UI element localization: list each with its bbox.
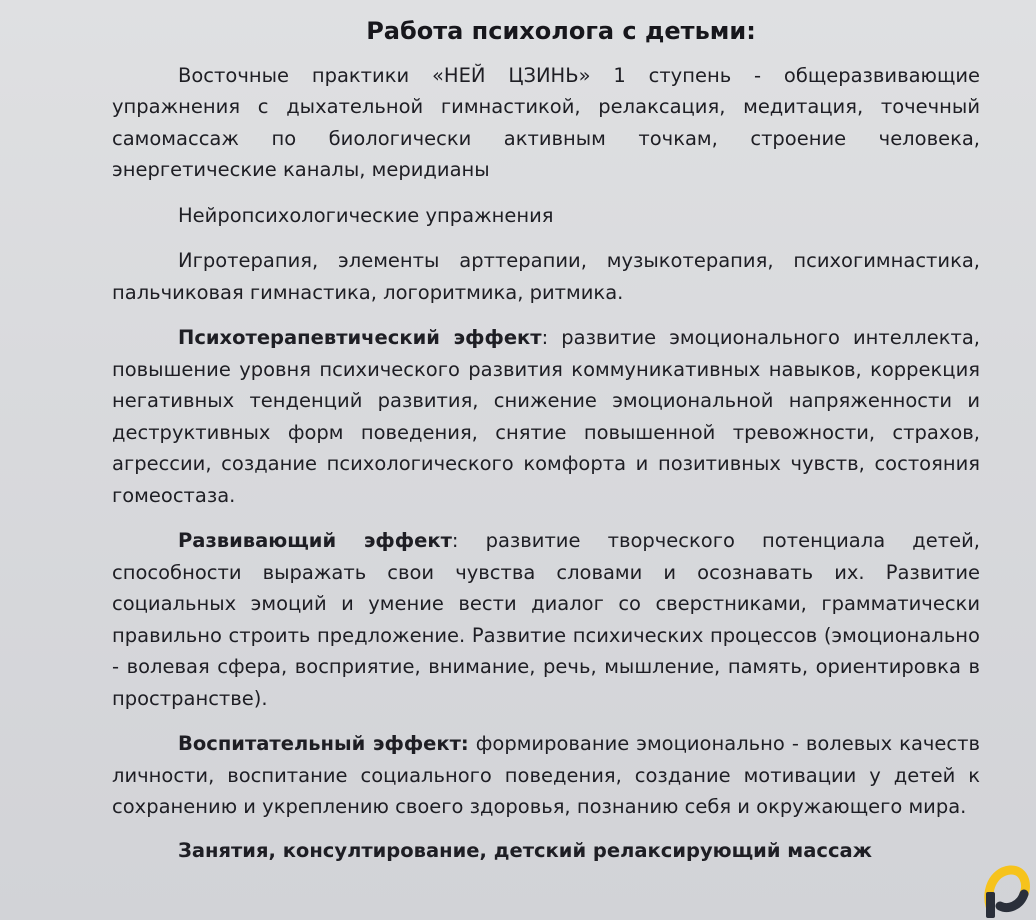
paragraph-educational-effect [112,728,980,823]
paragraph-text: Игротерапия, элементы арттерапии, музыкотерапия, психогимнастика, пальчиковая гимнастика, логоритмика, ритмика. [112,249,980,304]
paragraph-lead: Психотерапевтический эффект [178,326,542,349]
paragraph-text: Восточные практики «НЕЙ ЦЗИНЬ» 1 ступень - общеразвивающие упражнения с дыхательной гимнастикой, релаксация, медитация, точечный самомассаж по биологически активным точкам, строение человека, энергетические каналы, меридианы [112,63,980,181]
paragraph-lead: Воспитательный эффект: [178,732,469,755]
paragraph-text: : развитие творческого потенциала детей, способности выражать свои чувства словами и осознавать их. Развитие социальных эмоций и умение вести диалог со сверстниками, грамматически правильно строить предложение. Развитие психических процессов (эмоционально - волевая сфера, восприятие, внимание, речь, мышление, память, ориентировка в пространстве). [112,529,980,710]
logo-stem [986,892,995,918]
paragraph-sessions [112,835,980,867]
paragraph-game-therapy [112,245,980,308]
paragraph-text: : развитие эмоционального интеллекта, повышение уровня психического развития коммуникативных навыков, коррекция негативных тенденций развития, снижение эмоциональной напряженности и деструктивных форм поведения, снятие повышенной тревожности, страхов, агрессии, создание психологического комфорта и позитивных чувств, состояния гомеостаза. [112,326,980,507]
paragraph-developmental-effect [112,525,980,714]
paragraph-eastern-practices [112,60,980,186]
document-page [112,0,980,880]
document-title: Работа психолога с детьми: [366,17,756,45]
logo-dark-arc [1000,894,1024,908]
paragraph-lead: Развивающий эффект [178,529,452,552]
paragraph-text: формирование эмоционально - волевых качеств личности, воспитание социального поведения, создание мотивации у детей к сохранению и укреплению своего здоровья, познанию себя и окружающего мира. [112,732,980,818]
paragraph-text: Нейропсихологические упражнения [178,203,554,227]
paragraph-lead: Занятия, консултирование, детский релаксирующий массаж [178,838,873,862]
paragraph-psychotherapeutic-effect [112,322,980,511]
paragraph-neuropsychology [112,200,980,232]
watermark-logo-icon [984,862,1030,918]
